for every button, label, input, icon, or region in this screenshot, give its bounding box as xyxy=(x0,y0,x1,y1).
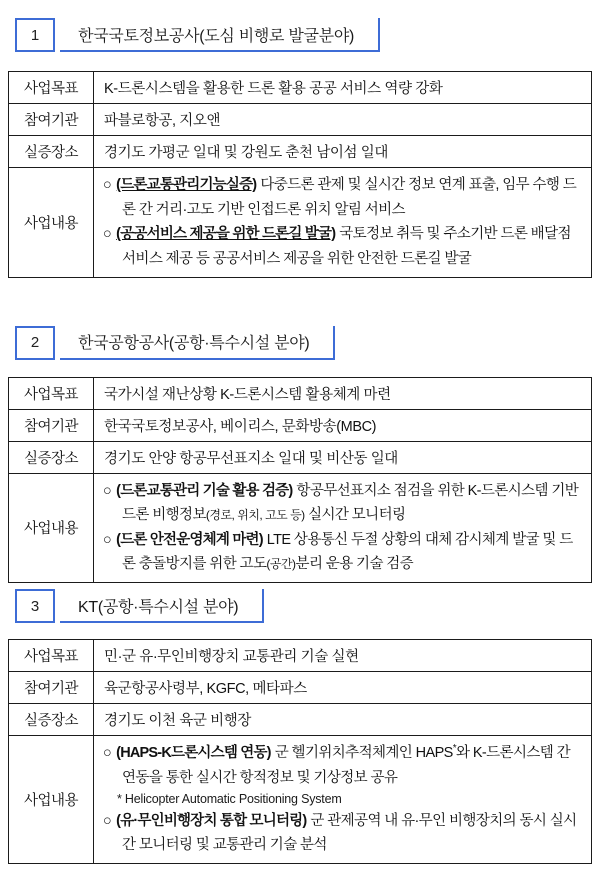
row-label: 참여기관 xyxy=(9,672,94,704)
bullet-text: 다중드론 관제 및 실시간 정보 연계 표출, 임무 수행 드론 간 거리·고도 기반 인접드론 위치 알림 서비스 xyxy=(122,177,577,218)
bullet-text: 군 관제공역 내 유·무인 비행장치의 동시 실시간 모니터링 및 교통관리 기술 분석 xyxy=(122,812,577,854)
bullet-text: 와 K-드론시스템 간 연동을 통한 실시간 항적정보 및 기상정보 공유 xyxy=(122,745,571,786)
row-label: 실증장소 xyxy=(9,704,94,736)
bullet-text: LTE 상용통신 두절 상황의 대체 감시체계 발굴 및 드론 충돌방지를 위한 고도 xyxy=(122,531,573,573)
section-number-box: 2 xyxy=(15,326,55,360)
section-3-header xyxy=(15,589,600,623)
bullet-text-small: (공간) xyxy=(266,557,296,572)
row-label: 사업내용 xyxy=(9,473,94,583)
row-value: 파블로항공, 지오앤 xyxy=(94,104,592,136)
table-row xyxy=(9,640,592,672)
section-1 xyxy=(0,18,600,278)
row-label: 실증장소 xyxy=(9,136,94,168)
row-value: K-드론시스템을 활용한 드론 활용 공공 서비스 역량 강화 xyxy=(94,72,592,104)
section-title: KT(공항·특수시설 분야) xyxy=(60,589,264,623)
bullet-marker: ○ xyxy=(103,226,112,243)
bullet-marker: ○ xyxy=(103,177,112,193)
row-label: 사업내용 xyxy=(9,736,94,864)
table-row xyxy=(9,377,592,409)
row-label: 참여기관 xyxy=(9,104,94,136)
bullet-text: 항공무선표지소 점검을 위한 K-드론시스템 기반 드론 비행정보 xyxy=(122,482,579,524)
row-value-content xyxy=(94,168,592,278)
table-row xyxy=(9,72,592,104)
bullet-text: 군 헬기위치추적체계인 HAPS xyxy=(274,745,453,762)
bullet-text: 국토정보 취득 및 주소기반 드론 배달점 서비스 제공 등 공공서비스 제공을 위한 안전한 드론길 발굴 xyxy=(122,226,571,267)
bullet-heading: (HAPS-K드론시스템 연동) xyxy=(116,745,271,762)
row-label: 사업목표 xyxy=(9,72,94,104)
content-bullet xyxy=(103,809,585,858)
content-bullet xyxy=(103,173,585,222)
row-label: 실증장소 xyxy=(9,441,94,473)
section-1-header xyxy=(15,18,600,52)
section-2-header xyxy=(15,326,600,360)
bullet-heading: (드론교통관리기능실증) xyxy=(116,177,257,193)
row-value-content xyxy=(94,473,592,583)
info-table-3 xyxy=(8,639,592,864)
section-2 xyxy=(0,326,600,584)
row-value: 경기도 가평군 일대 및 강원도 춘천 남이섬 일대 xyxy=(94,136,592,168)
bullet-heading: (드론교통관리 기술 활용 검증) xyxy=(116,482,293,499)
row-value: 한국국토정보공사, 베이리스, 문화방송(MBC) xyxy=(94,409,592,441)
bullet-heading: (드론 안전운영체계 마련) xyxy=(116,531,263,548)
table-row xyxy=(9,441,592,473)
table-row xyxy=(9,704,592,736)
info-table-1 xyxy=(8,71,592,278)
info-table-2 xyxy=(8,377,592,584)
bullet-marker: ○ xyxy=(103,745,112,762)
row-value: 경기도 안양 항공무선표지소 일대 및 비산동 일대 xyxy=(94,441,592,473)
content-bullet xyxy=(103,741,585,790)
row-value: 육군항공사령부, KGFC, 메타파스 xyxy=(94,672,592,704)
row-value: 민·군 유·무인비행장치 교통관리 기술 실현 xyxy=(94,640,592,672)
table-row xyxy=(9,104,592,136)
bullet-marker: ○ xyxy=(103,531,112,548)
bullet-text-small: (경로, 위치, 고도 등) xyxy=(205,508,305,523)
row-value: 경기도 이천 육군 비행장 xyxy=(94,704,592,736)
row-label: 사업목표 xyxy=(9,377,94,409)
row-label: 사업내용 xyxy=(9,168,94,278)
section-number-box: 3 xyxy=(15,589,55,623)
section-title: 한국공항공사(공항·특수시설 분야) xyxy=(60,326,335,360)
table-row xyxy=(9,168,592,278)
table-row xyxy=(9,409,592,441)
bullet-text: 실시간 모니터링 xyxy=(304,507,406,524)
footnote: * Helicopter Automatic Positioning System xyxy=(117,792,342,807)
content-bullet xyxy=(103,528,585,577)
row-value: 국가시설 재난상황 K-드론시스템 활용체계 마련 xyxy=(94,377,592,409)
bullet-heading: (공공서비스 제공을 위한 드론길 발굴) xyxy=(116,226,336,243)
content-bullet xyxy=(103,222,585,271)
bullet-heading: (유·무인비행장치 통합 모니터링) xyxy=(116,812,307,829)
bullet-marker: ○ xyxy=(103,482,112,499)
superscript-asterisk: * xyxy=(452,743,457,755)
section-title: 한국국토정보공사(도심 비행로 발굴분야) xyxy=(60,18,380,52)
table-row xyxy=(9,473,592,583)
bullet-marker: ○ xyxy=(103,812,112,829)
table-row xyxy=(9,672,592,704)
row-value-content xyxy=(94,736,592,864)
bullet-text: 분리 운용 기술 검증 xyxy=(295,556,414,573)
table-row xyxy=(9,736,592,864)
content-bullet xyxy=(103,479,585,528)
row-label: 참여기관 xyxy=(9,409,94,441)
section-number-box: 1 xyxy=(15,18,55,52)
section-3 xyxy=(0,589,600,864)
table-row xyxy=(9,136,592,168)
row-label: 사업목표 xyxy=(9,640,94,672)
